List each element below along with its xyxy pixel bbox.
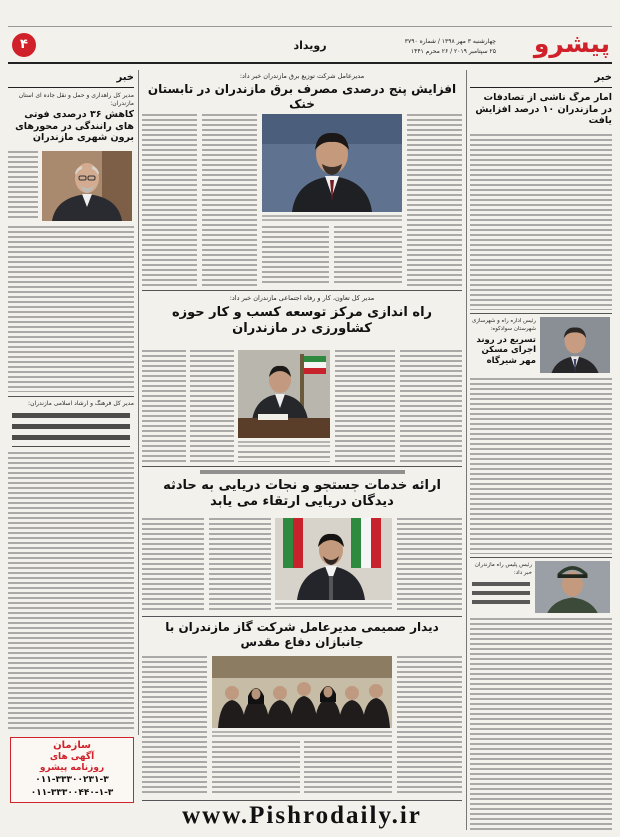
advertising-box (10, 737, 134, 803)
section-title: رویداد (293, 39, 327, 52)
police-officer-photo (535, 561, 610, 613)
body-text-block (142, 656, 207, 796)
body-text-block (238, 451, 330, 462)
main-story-3-kicker-illegible (200, 470, 405, 474)
portrait-photo (540, 317, 610, 373)
body-text-block (470, 618, 612, 830)
main-story-3-photo (275, 518, 392, 600)
right-story-3-headline-illegible (472, 582, 530, 608)
page-number: ۴ (20, 37, 28, 52)
story-divider (8, 396, 134, 397)
main-story-1-kicker: مدیرعامل شرکت توزیع برق مازندران خبر داد: (239, 72, 365, 80)
photo-caption (275, 603, 392, 609)
story-divider (142, 616, 462, 617)
photo-caption (212, 731, 392, 737)
ad-line-3: روزنامه پیشرو (39, 763, 105, 773)
body-text-block (470, 134, 612, 310)
body-text-block (407, 114, 462, 286)
body-text-block (335, 350, 395, 462)
column-divider-right (466, 70, 467, 830)
right-story-3-photo (535, 561, 610, 613)
body-text-block (8, 226, 134, 392)
body-text-block (190, 350, 234, 462)
website-url: www.Pishrodaily.ir (182, 802, 422, 829)
left-column-tag: خبر (8, 72, 134, 88)
left-story-1-photo (42, 151, 132, 221)
body-text-block (8, 151, 38, 221)
main-story-1-photo (262, 114, 402, 212)
body-text-block (262, 226, 329, 286)
page-number-badge (12, 33, 36, 57)
body-text-block (304, 741, 392, 796)
right-story-2-kicker: رئیس اداره راه و شهرسازی شهرستان سوادکوه: (471, 318, 536, 332)
portrait-photo (42, 151, 132, 221)
right-story-2-headline: تسریع در روند اجرای مسکن مهر شیرگاه (476, 335, 536, 366)
photo-caption (262, 215, 402, 221)
body-text-block (142, 350, 186, 462)
main-story-3-headline: ارائه خدمات جستجو و نجات دریایی به حادثه دیدگان دریایی ارتقاء می یابد (163, 478, 441, 509)
issue-date-line-1: چهارشنبه ۳ مهر ۱۳۹۸ / شماره ۳۷۹۰ (404, 38, 496, 45)
portrait-photo (262, 114, 402, 212)
newspaper-logo: پیشرو (533, 29, 610, 58)
body-text-block (209, 518, 271, 612)
story-divider (142, 290, 462, 291)
right-story-2-photo (540, 317, 610, 373)
main-story-4-headline: دیدار صمیمی مدیرعامل شرکت گاز مازندران با جانبازان دفاع مقدس (165, 620, 439, 649)
main-story-4-photo (212, 656, 392, 728)
body-text-block (8, 452, 134, 732)
body-text-block (397, 518, 462, 612)
right-story-3-kicker: رئیس پلیس راه مازندران خبر داد: (474, 562, 532, 576)
left-story-2-headline-illegible (12, 413, 130, 447)
body-text-block (470, 378, 612, 554)
body-text-block (397, 656, 462, 796)
main-story-2-kicker: مدیر کل تعاون، کار و رفاه اجتماعی مازندران خبر داد: (229, 294, 375, 302)
body-text-block (212, 741, 300, 796)
left-story-1-kicker: مدیر کل راهداری و حمل و نقل جاده ای استان مازندران: (18, 92, 134, 107)
right-story-1-headline: آمار مرگ ناشی از تصادفات در مازندران ۱۰ درصد افزایش یافت (475, 92, 612, 127)
story-divider (470, 313, 612, 314)
website-banner (142, 800, 462, 832)
speaker-photo (275, 518, 392, 600)
story-divider (142, 466, 462, 467)
body-text-block (400, 350, 462, 462)
body-text-block (202, 114, 257, 286)
left-story-2-kicker: مدیر کل فرهنگ و ارشاد اسلامی مازندران: (28, 400, 134, 407)
main-story-2-headline: راه اندازی مرکز توسعه کسب و کار حوزه کشاورزی در مازندران (171, 305, 433, 336)
photo-caption (238, 441, 330, 447)
body-text-block (142, 114, 197, 286)
ad-line-1: سازمان (53, 740, 91, 751)
body-text-block (142, 518, 204, 612)
right-column-tag: خبر (470, 72, 612, 88)
issue-date-line-2: ۲۵ سپتامبر ۲۰۱۹ / ۲۶ محرم ۱۴۴۱ (410, 48, 496, 55)
column-divider-left (138, 70, 139, 735)
main-story-2-photo (238, 350, 330, 438)
official-at-desk-photo (238, 350, 330, 438)
group-photo (212, 656, 392, 728)
ad-phone-2: ۰۱۱-۳۳۳۰۰۴۴۰-۱-۳ (30, 788, 114, 798)
body-text-block (334, 226, 402, 286)
ad-phone-1: ۰۱۱-۳۳۳۰۰۲۳۱-۳ (35, 775, 109, 785)
story-divider (470, 557, 612, 558)
main-story-1-headline: افزایش پنج درصدی مصرف برق مازندران در تابستان خنک (147, 82, 457, 111)
ad-line-2: آگهی های (49, 752, 95, 762)
left-story-1-headline: کاهش ۳۶ درصدی فوتی های رانندگی در محورهای برون شهری مازندران (15, 109, 134, 144)
